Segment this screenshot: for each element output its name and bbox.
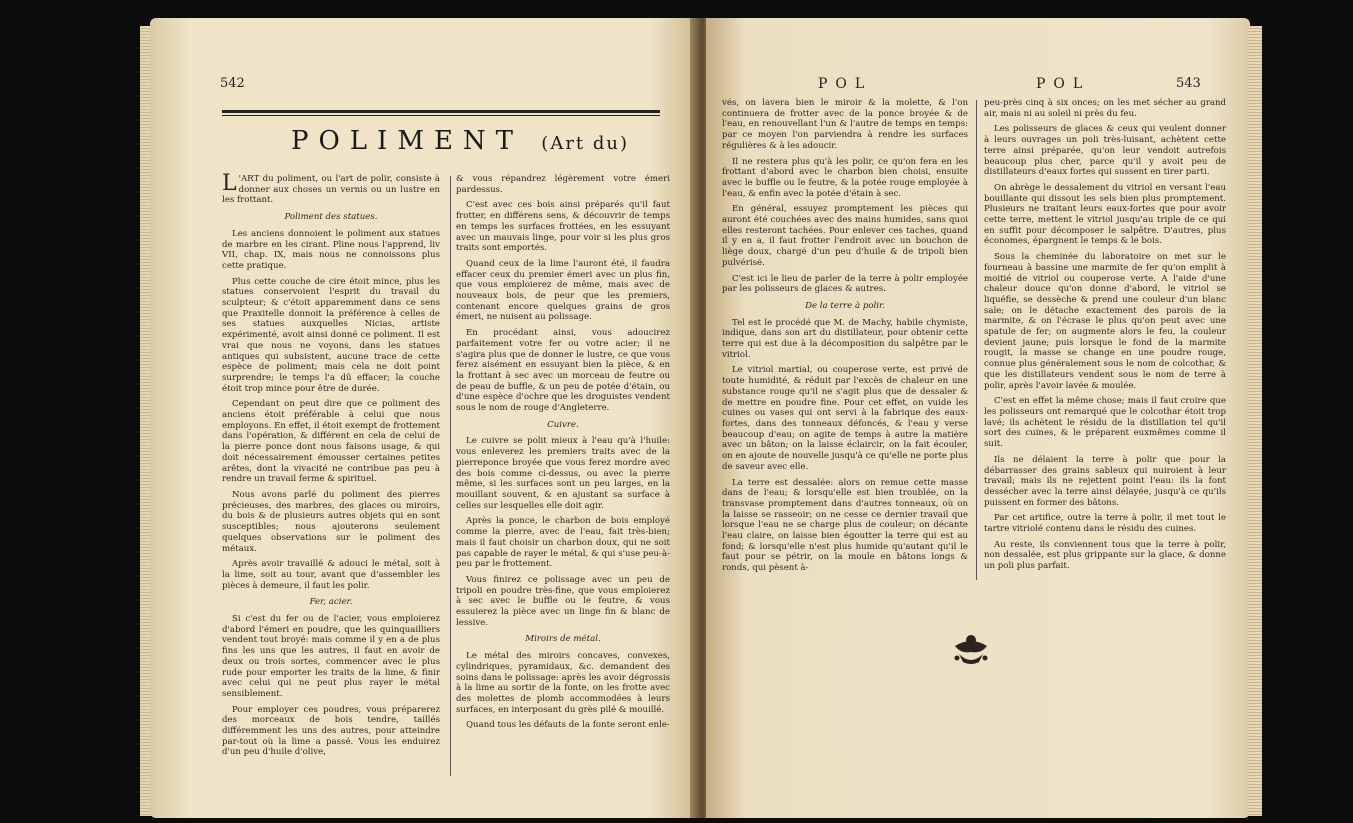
paragraph: peu-près cinq à six onces; on les met sécher au grand air, mais ni au soleil ni près du feu. — [984, 98, 1226, 119]
left-column-1 — [222, 171, 440, 763]
drop-cap: L — [222, 171, 237, 196]
open-book — [150, 18, 1250, 818]
paragraph: Les polisseurs de glaces & ceux qui veulent donner à leurs ouvrages un poli très-luisant, achètent cette terre ainsi préparée, qu'on leur vendoit autrefois beaucoup plus cher, parce qu'il y avoit peu de distillateurs d'eaux fortes qui sussent en tirer parti. — [984, 124, 1226, 178]
paragraph: C'est ici le lieu de parler de la terre à polir employée par les polisseurs de glaces & autres. — [722, 273, 968, 295]
paragraph: vés, on lavera bien le miroir & la molette, & l'on continuera de frotter avec de la ponce broyée & de l'eau, en renouvellant l'un & l'autre de temps en temps: par ce moyen l'on parviendra à rendre les surfaces régulières & à les adoucir. — [722, 98, 968, 151]
paragraph: Quand tous les défauts de la fonte seront enle- — [466, 720, 670, 731]
paragraph: Si c'est du fer ou de l'acier, vous emploierez d'abord l'émeri en poudre, que les quinquailliers vendent tout broyé: mais comme il y en a de plus fins les uns que les autres, il faut en avoir de deux ou trois sortes, commencer avec le plus rude pour emporter les traits de la lime, & finir avec celui qui ne peut plus rayer le métal sensiblement. — [222, 614, 440, 699]
paragraph: C'est en effet la même chose; mais il faut croire que les polisseurs ont remarqué que le colcothar étoit trop lavé; ils achètent le résidu de la distillation tel qu'il sort des cuines, & le préparent euxmêmes comme il suit. — [984, 396, 1226, 450]
paragraph-text: 'ART du poliment, ou l'art de polir, consiste à donner aux choses un vernis ou un lustre en les frottant. — [222, 174, 440, 206]
running-header-right: POL — [1036, 76, 1091, 92]
paragraph: Sous la cheminée du laboratoire on met sur le fourneau à bassine une marmite de fer qu'on emplit à moitié de vitriol ou couperose verte. A l'aide d'une chaleur douce qu'on donne d'abord, le vitriol se liquéfie, se dessèche & prend une couleur d'un blanc sale; on le détache exactement des parois de la marmite, & on l'écrase le plus qu'on peut avec une spatule de fer; on augmente alors le feu, la couleur devient jaune; puis lorsque le fond de la marmite rougit, la masse se change en une poudre rouge, connue plus généralement sous le nom de colcothar, & que les distillateurs vendent sous le nom de terre à polir, après l'avoir lavée & moulée. — [984, 252, 1226, 391]
section-heading: De la terre à polir. — [805, 300, 885, 311]
paragraph: Après la ponce, le charbon de bois employé comme la pierre, avec de l'eau, fait très-bien; mais il faut choisir un charbon doux, qui ne soit pas capable de rayer le métal, & qui s'use peu-à-peu par le frottement. — [456, 516, 670, 570]
printer-ornament-icon — [951, 632, 991, 666]
paragraph: Ils ne délaient la terre à polir que pour la débarrasser des grains sableux qui nuiroient à leur travail; mais ils ne rejettent point l'eau: ils la font dessécher avec la terre ainsi délayée, jusqu'à ce qu'ils puissent en former des bâtons. — [984, 454, 1226, 508]
column-divider — [976, 100, 977, 580]
paragraph: Tel est le procédé que M. de Machy, habile chymiste, indique, dans son art du distillateur, pour obtenir cette terre qui est due à la décomposition du salpêtre par le vitriol. — [722, 317, 968, 360]
left-column-2 — [456, 174, 670, 736]
section-heading: Fer, acier. — [309, 597, 353, 608]
paragraph: En général, essuyez promptement les pièces qui auront été couchées avec des mains humides, sans quoi elles resteront tachées. Pour enlever ces taches, quand il y en a, il faut frotter l'endroit avec un bouchon de liège doux, chargé d'un peu d'huile & de tripoli bien pulvérisé. — [722, 204, 968, 268]
section-heading: Poliment des statues. — [284, 212, 378, 223]
section-heading: Cuivre. — [547, 419, 579, 430]
paragraph: Il ne restera plus qu'à les polir, ce qu'on fera en les frottant d'abord avec le charbon bien choisi, ensuite avec le buffle ou le feutre, & la potée rouge employée à l'eau, & enfin avec la potée d'étain à sec. — [722, 156, 968, 199]
right-page — [706, 18, 1250, 818]
paragraph: Le métal des miroirs concaves, convexes, cylindriques, pyramidaux, &c. demandent des soins dans le polissage: après les avoir dégrossis à la lime au sortir de la fonte, on les frotte avec des molettes de plomb accommodées à leurs surfaces, en interposant du grès pilé & mouillé. — [456, 651, 670, 715]
title-sub: (Art du) — [541, 133, 630, 154]
paragraph: La terre est dessalée: alors on remue cette masse dans de l'eau; & lorsqu'elle est bien troublée, on la transvase promptement dans d'autres tonneaux, où on la laisse se rasseoir; on ne cesse ce dernier travail que lorsque l'eau ne se charge plus de couleur; on décante l'eau claire, on laisse bien égoutter la terre qui est au fond; & lorsqu'elle n'est plus humide qu'autant qu'il le faut pour se pétrir, on la moule en bâtons longs & ronds, qui pèsent à- — [722, 477, 968, 574]
paragraph: Cependant on peut dire que ce poliment des anciens étoit préférable à celui que nous employons. En effet, il étoit exempt de frottement dans l'opération, & différent en cela de celui de la pierre ponce dont nous faisons usage, & qui doit nécessairement émousser certaines petites arêtes, dont la vivacité ne contribue pas peu à rendre un travail ferme & spirituel. — [222, 399, 440, 485]
title-main: POLIMENT — [290, 126, 524, 156]
article-title — [240, 126, 680, 156]
section-heading: Miroirs de métal. — [525, 634, 601, 645]
paragraph: Par cet artifice, outre la terre à polir, il met tout le tartre vitriolé contenu dans le résidu des cuines. — [984, 513, 1226, 535]
paragraph: Les anciens donnoient le poliment aux statues de marbre en les cirant. Pline nous l'apprend, liv VII, chap. IX, mais nous ne connoissons plus cette pratique. — [222, 228, 440, 271]
paragraph: Au reste, ils conviennent tous que la terre à polir, non dessalée, est plus grippante sur la glace, & donne un poli plus parfait. — [984, 539, 1226, 572]
paragraph: Après avoir travaillé & adouci le métal, soit à la lime, soit au tour, avant que d'assembler les pièces à demeure, il faut les polir. — [222, 559, 440, 591]
paragraph: Quand ceux de la lime l'auront été, il faudra effacer ceux du premier émeri avec un plus fin, que vous emploierez de même, mais avec de nouveaux bois, de peur que les premiers, contenant encore quelques grains de gros émeri, ne nuisent au polissage. — [456, 258, 670, 323]
paragraph — [222, 171, 440, 206]
running-header-left: POL — [818, 76, 873, 92]
paragraph: Nous avons parlé du poliment des pierres précieuses, des marbres, des glaces ou miroirs, du bois & de plusieurs autres objets qui en sont susceptibles; nous ajouterons seulement quelques observations sur le poliment des métaux. — [222, 489, 440, 554]
paragraph: On abrège le dessalement du vitriol en versant l'eau bouillante qui dissout les sels bien plus promptement. Plusieurs ne traitant leurs eaux-fortes que pour avoir cette terre, mettent le vitriol jusqu'au triple de ce qui en suffit pour décomposer le salpêtre. D'autres, plus économes, épargnent le temps & le bois. — [984, 182, 1226, 247]
page-number-right: 543 — [1176, 76, 1201, 91]
right-column-1 — [722, 98, 968, 579]
paragraph: Vous finirez ce polissage avec un peu de tripoli en poudre très-fine, que vous emploierez à sec avec le buffle ou le feutre, & vous essuierez la pièce avec un linge fin & blanc de lessive. — [456, 574, 670, 628]
paragraph: Le cuivre se polit mieux à l'eau qu'à l'huile: vous enleverez les premiers traits avec de la pierreponce broyée que vous ferez mordre avec des bois comme ci-dessus, ou avec la pierre même, si les surfaces sont un peu larges, en la mouillant souvent, & en ajustant sa surface à celles sur lesquelles elle doit agir. — [456, 436, 670, 511]
paragraph: C'est avec ces bois ainsi préparés qu'il faut frotter, en différens sens, & découvrir de temps en temps les surfaces frottées, en les essuyant avec un mauvais linge, pour voir si les plus gros traits sont emportés. — [456, 200, 670, 254]
left-page — [150, 18, 698, 818]
column-divider — [450, 176, 451, 776]
paragraph: Le vitriol martial, ou couperose verte, est privé de toute humidité, & réduit par l'excès de chaleur en une substance rouge qu'il ne s'agit plus que de dessaler & de mettre en poudre fine. Pour cet effet, on vuide les cuines ou vases qui ont servi à la fabrique des eaux-fortes, dans des tonneaux défoncés, & l'eau y verse beaucoup d'eau; on agite de temps à autre la matière avec un bâton; on la laisse éclaircir, on la fait écouler, on en ajoute de nouvelle jusqu'à ce qu'elle ne porte plus de saveur avec elle. — [722, 365, 968, 472]
page-number-left: 542 — [220, 76, 245, 91]
paragraph: & vous répandrez légèrement votre émeri pardessus. — [456, 174, 670, 195]
header-rule — [222, 110, 660, 116]
paragraph: Pour employer ces poudres, vous préparerez des morceaux de bois tendre, taillés différemment les uns des autres, pour atteindre par-tout où la lime a passé. Vous les enduirez d'un peu d'huile d'olive, — [222, 704, 440, 758]
paragraph: En procédant ainsi, vous adoucirez parfaitement votre fer ou votre acier; il ne s'agira plus que de donner le lustre, ce que vous ferez aisément en essuyant bien la pièce, & en la frottant à sec avec un morceau de feutre ou de peau de buffle, & un peu de potée d'étain, ou d'une espèce d'ochre que les droguistes vendent sous le nom de rouge d'Angleterre. — [456, 328, 670, 414]
right-column-2 — [984, 98, 1226, 577]
page-edges-right — [1248, 26, 1262, 816]
paragraph: Plus cette couche de cire étoit mince, plus les statues conservoient l'esprit du travail du sculpteur; & c'étoit apparemment dans ce sens que Praxitelle donnoit la préférence à celles de ses statues auxquelles Nicias, artiste expérimenté, avoit ainsi donné ce poliment. Il est vrai que nous ne voyons, dans les statues antiques qui subsistent, aucune trace de cette espèce de poliment; mais cela ne doit point surprendre; le temps l'a dû effacer; la couche étoit trop mince pour être de durée. — [222, 276, 440, 394]
